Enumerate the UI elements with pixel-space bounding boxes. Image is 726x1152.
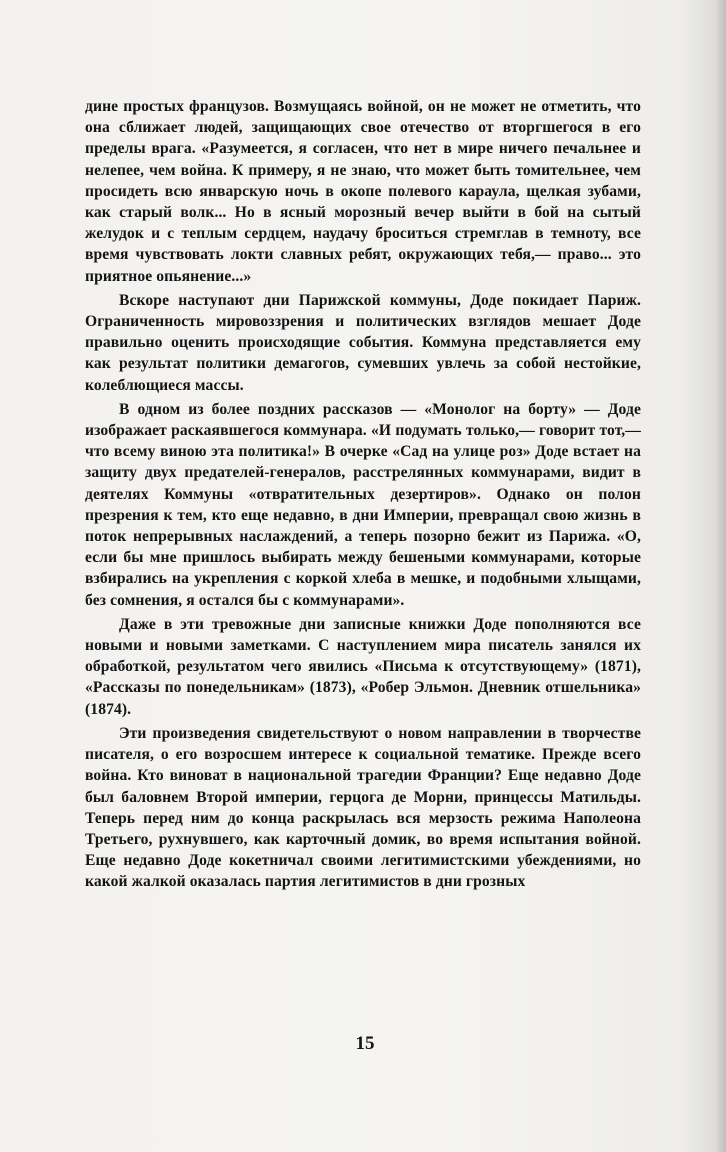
page-number: 15 [355, 1033, 375, 1054]
paragraph-4: Даже в эти тревожные дни записные книжки Доде пополняются все новыми и новыми заметками. С наступлением мира писатель занялся их обработкой, результатом чего явились «Письма к отсутствующему» (1871), «Рассказы по понедельникам» (1873), «Робер Эльмон. Дневник отшельника» (1874). [85, 615, 641, 718]
body-text [85, 96, 641, 896]
paragraph-1: дине простых французов. Возмущаясь войной, он не может не отметить, что она сближает людей, защищающих свое отечество от вторгшегося в его пределы врага. «Разумеется, я согласен, что нет в мире ничего печальнее и нелепее, чем война. К примеру, я не знаю, что может быть томительнее, чем просидеть всю январскую ночь в окопе полевого караула, щелкая зубами, как старый волк... Но в ясный морозный вечер выйти в бой на сытый желудок и с теплым сердцем, наудачу броситься стремглав в темноту, все время чувствовать локти славных ребят, окружающих тебя,— право... это приятное опьянение...» [85, 98, 641, 285]
paragraph-3: В одном из более поздних рассказов — «Монолог на борту» — Доде изображает раскаявшегося коммунара. «И подумать только,— говорит тот,— что всему виною эта политика!» В очерке «Сад на улице роз» Доде встает на защиту двух предателей-генералов, расстрелянных коммунарами, видит в деятелях Коммуны «отвратительных дезертиров». Однако он полон презрения к тем, кто еще недавно, в дни Империи, превращал свою жизнь в поток непрерывных наслаждений, а теперь позорно бежит из Парижа. «О, если бы мне пришлось выбирать между бешеными коммунарами, которые взбирались на укрепления с коркой хлеба в мешке, и подобными хлыщами, без сомнения, я остался бы с коммунарами». [85, 400, 641, 609]
paragraph-5: Эти произведения свидетельствуют о новом направлении в творчестве писателя, о его возросшем интересе к социальной тематике. Прежде всего война. Кто виноват в национальной трагедии Франции? Еще недавно Доде был баловнем Второй империи, герцога де Морни, принцессы Матильды. Теперь перед ним до конца раскрылась вся мерзость режима Наполеона Третьего, рухнувшего, как карточный домик, во время испытания войной. Еще недавно Доде кокетничал своими легитимистскими убеждениями, но какой жалкой оказалась партия легитимистов в дни грозных [85, 724, 641, 891]
paragraph-2: Вскоре наступают дни Парижской коммуны, Доде покидает Париж. Ограниченность мировоззрения и политических взглядов мешает Доде правильно оценить происходящие события. Коммуна представляется ему как результат политики демагогов, сумевших увлечь за собой нестойкие, колеблющиеся массы. [85, 291, 641, 394]
book-spine-edge [716, 0, 726, 1152]
